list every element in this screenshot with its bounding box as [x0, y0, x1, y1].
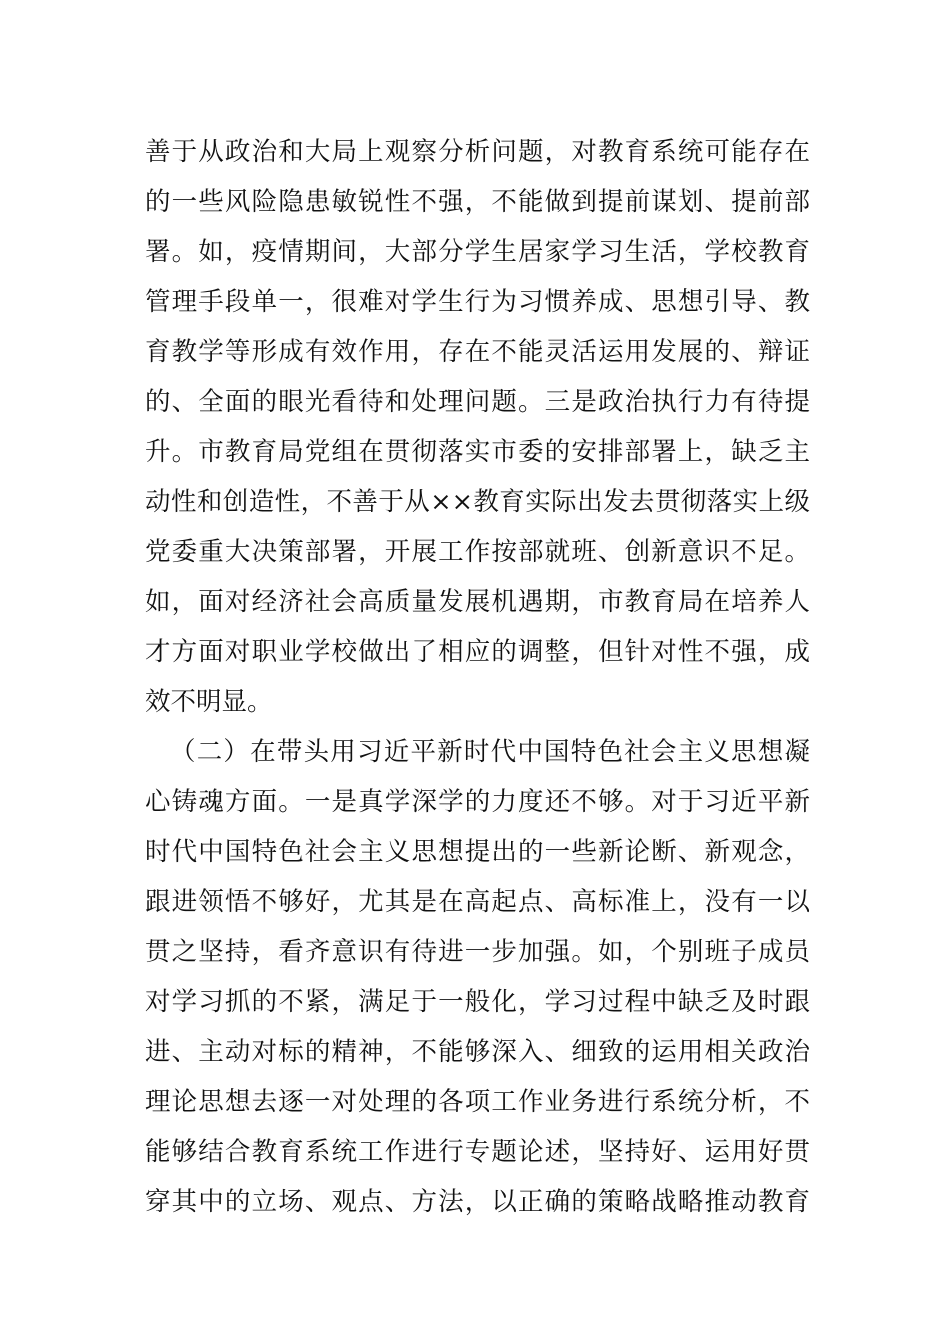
text-line: 善于从政治和大局上观察分析问题，对教育系统可能存在 [145, 137, 810, 167]
text-line: 理论思想去逐一对处理的各项工作业务进行系统分析，不 [145, 1087, 810, 1117]
paragraph-heading-line: （二）在带头用习近平新时代中国特色社会主义思想凝 [170, 737, 810, 767]
text-line: 时代中国特色社会主义思想提出的一些新论断、新观念， [145, 837, 810, 867]
text-line: 党委重大决策部署，开展工作按部就班、创新意识不足。 [145, 537, 810, 567]
text-line: 心铸魂方面。一是真学深学的力度还不够。对于习近平新 [145, 787, 810, 817]
text-line: 贯之坚持，看齐意识有待进一步加强。如，个别班子成员 [145, 937, 810, 967]
text-line: 育教学等形成有效作用，存在不能灵活运用发展的、辩证 [145, 337, 810, 367]
text-line: 署。如，疫情期间，大部分学生居家学习生活，学校教育 [145, 237, 810, 267]
text-line: 的、全面的眼光看待和处理问题。三是政治执行力有待提 [145, 387, 810, 417]
text-line: 跟进领悟不够好，尤其是在高起点、高标准上，没有一以 [145, 887, 810, 917]
text-line: 动性和创造性，不善于从××教育实际出发去贯彻落实上级 [145, 487, 810, 517]
text-line: 对学习抓的不紧，满足于一般化，学习过程中缺乏及时跟 [145, 987, 810, 1017]
text-line: 管理手段单一，很难对学生行为习惯养成、思想引导、教 [145, 287, 810, 317]
text-line: 进、主动对标的精神，不能够深入、细致的运用相关政治 [145, 1037, 810, 1067]
text-line: 能够结合教育系统工作进行专题论述，坚持好、运用好贯 [145, 1137, 810, 1167]
text-line: 才方面对职业学校做出了相应的调整，但针对性不强，成 [145, 637, 810, 667]
text-line: 效不明显。 [145, 687, 273, 717]
text-line: 的一些风险隐患敏锐性不强，不能做到提前谋划、提前部 [145, 187, 810, 217]
text-line: 穿其中的立场、观点、方法，以正确的策略战略推动教育 [145, 1187, 810, 1217]
text-line: 如，面对经济社会高质量发展机遇期，市教育局在培养人 [145, 587, 810, 617]
text-line: 升。市教育局党组在贯彻落实市委的安排部署上，缺乏主 [145, 437, 810, 467]
